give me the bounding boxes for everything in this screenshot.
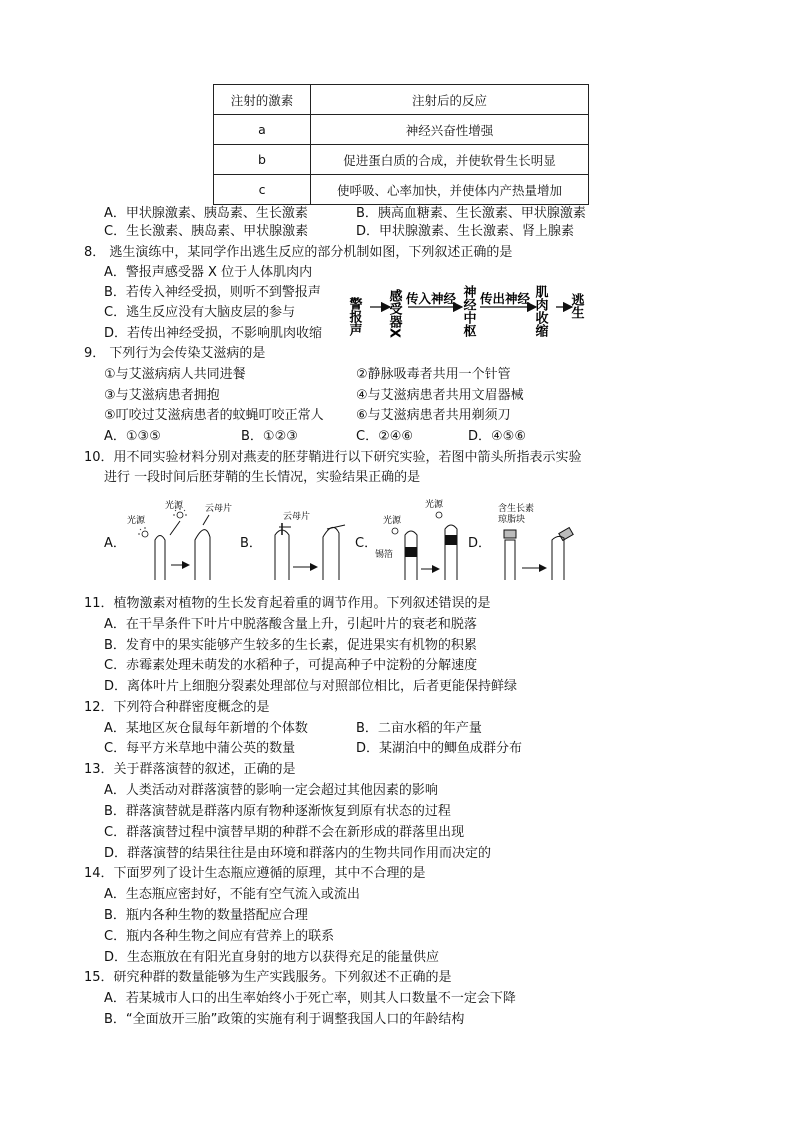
coleoptile-a2 <box>195 530 210 580</box>
table-row <box>214 115 589 145</box>
q12-option-a: A．某地区灰仓鼠每年新增的个体数 <box>104 721 308 736</box>
q15-stem: 15．研究种群的数量能够为生产实践服务。下列叙述不正确的是 <box>84 970 452 985</box>
foil-cap-c1 <box>405 547 417 557</box>
diagram-label-afferent: 传入神经 <box>406 291 457 306</box>
q15-option-a: A．若某城市人口的出生率始终小于死亡率，则其人口数量不一定会下降 <box>104 991 516 1006</box>
diagram-node-alarm: 警报声 <box>346 297 362 336</box>
q11-option-d: D．离体叶片上细胞分裂素处理部位与对照部位相比，后者更能保持鲜绿 <box>104 679 518 694</box>
q11-stem: 11．植物激素对植物的生长发育起着重的调节作用。下列叙述错误的是 <box>84 596 491 611</box>
q8-option-c: C．逃生反应没有大脑皮层的参与 <box>104 305 296 320</box>
diagram-node-center: 神经中枢 <box>460 285 476 337</box>
q9-option-d: D．④⑤⑥ <box>468 429 526 444</box>
q13-option-c: C．群落演替过程中演替早期的种群不会在新形成的群落里出现 <box>104 825 465 840</box>
q9-option-b: B．①②③ <box>241 429 298 444</box>
q10-option-a: A． <box>104 536 126 551</box>
figure-c <box>375 495 475 585</box>
q9-option-a: A．①③⑤ <box>104 429 161 444</box>
figure-d <box>490 500 590 585</box>
coleoptile-c2 <box>445 525 457 580</box>
table-row <box>214 145 589 175</box>
q14-stem: 14．下面罗列了设计生态瓶应遵循的原理，其中不合理的是 <box>84 866 426 881</box>
q10-option-c: C． <box>355 536 378 551</box>
q7-option-d: D．甲状腺激素、生长激素、肾上腺素 <box>356 224 575 239</box>
foil-cap-c2 <box>445 535 457 545</box>
agar-block-d2 <box>559 528 573 541</box>
q8-option-d: D．若传出神经受损，不影响肌肉收缩 <box>104 326 323 341</box>
figure-a-light-label: 光源 <box>127 516 146 526</box>
q7-option-b: B．胰高血糖素、生长激素、甲状腺激素 <box>356 206 586 221</box>
q11-option-a: A．在干旱条件下叶片中脱落酸含量上升，引起叶片的衰老和脱落 <box>104 617 477 632</box>
q9-item-5: ⑤叮咬过艾滋病患者的蚊蝇叮咬正常人 <box>104 408 324 423</box>
q10-stem-line1: 10．用不同实验材料分别对燕麦的胚芽鞘进行以下研究实验，若图中箭头所指表示实验 <box>84 450 582 465</box>
q13-option-b: B．群落演替就是群落内原有物种逐渐恢复到原有状态的过程 <box>104 804 451 819</box>
q14-option-b: B．瓶内各种生物的数量搭配应合理 <box>104 908 308 923</box>
q12-option-d: D．某湖泊中的鲫鱼成群分布 <box>356 741 523 756</box>
table-cell: a <box>214 115 311 145</box>
diagram-node-receptor: 感受器X <box>386 289 402 339</box>
q12-option-b: B．二亩水稻的年产量 <box>356 721 482 736</box>
table-cell: 神经兴奋性增强 <box>311 115 589 145</box>
coleoptile-a1 <box>155 536 165 581</box>
coleoptile-b2 <box>323 527 339 580</box>
q9-item-3: ③与艾滋病患者拥抱 <box>104 388 220 403</box>
q7-option-a: A．甲状腺激素、胰岛素、生长激素 <box>104 206 308 221</box>
q13-option-a: A．人类活动对群落演替的影响一定会超过其他因素的影响 <box>104 783 438 798</box>
figure-b-mica-label: 云母片 <box>283 512 311 522</box>
q14-option-d: D．生态瓶放在有阳光直身射的地方以获得充足的能量供应 <box>104 950 440 965</box>
figure-b <box>255 505 355 585</box>
q9-stem: 9． 下列行为会传染艾滋病的是 <box>84 346 266 361</box>
reflex-arc-diagram <box>346 283 600 353</box>
diagram-node-escape: 逃生 <box>568 293 584 319</box>
table-cell: 促进蛋白质的合成，并使软骨生长明显 <box>311 145 589 175</box>
q10-option-d: D． <box>468 536 492 551</box>
agar-block-d1 <box>504 530 516 538</box>
q13-stem: 13．关于群落演替的叙述，正确的是 <box>84 762 296 777</box>
table-cell: c <box>214 175 311 205</box>
q10-option-b: B． <box>240 536 262 551</box>
table-row <box>214 175 589 205</box>
q9-item-4: ④与艾滋病患者共用文眉器械 <box>356 388 524 403</box>
figure-a-light-label-2: 光源 <box>165 501 184 511</box>
figure-a-mica-label: 云母片 <box>205 504 233 514</box>
table-header-cell: 注射后的反应 <box>311 85 589 115</box>
figure-a <box>125 495 235 585</box>
table-cell: b <box>214 145 311 175</box>
diagram-node-muscle: 肌肉收缩 <box>532 285 548 337</box>
table-header-row <box>214 85 589 115</box>
q9-item-1: ①与艾滋病病人共同进餐 <box>104 367 246 382</box>
q9-item-6: ⑥与艾滋病患者共用剃须刀 <box>356 408 511 423</box>
q13-option-d: D．群落演替的结果往往是由环境和群落内的生物共同作用而决定的 <box>104 846 492 861</box>
q7-option-c: C．生长激素、胰岛素、甲状腺激素 <box>104 224 309 239</box>
coleoptile-d1 <box>505 540 515 580</box>
q12-stem: 12．下列符合种群密度概念的是 <box>84 700 270 715</box>
figure-c-light-label-2: 光源 <box>425 500 444 510</box>
q11-option-b: B．发育中的果实能够产生较多的生长素，促进果实有机物的积累 <box>104 638 477 653</box>
coleoptile-b1 <box>275 530 289 580</box>
q12-option-c: C．每平方米草地中蒲公英的数量 <box>104 741 296 756</box>
q10-stem-line2: 进行 一段时间后胚芽鞘的生长情况，实验结果正确的是 <box>104 470 421 485</box>
q9-option-c: C．②④⑥ <box>356 429 414 444</box>
figure-c-foil-label: 锡箔 <box>375 550 394 560</box>
diagram-label-efferent: 传出神经 <box>480 291 531 306</box>
q8-stem: 8． 逃生演练中，某同学作出逃生反应的部分机制如图，下列叙述正确的是 <box>84 245 513 260</box>
figure-d-agar-label-1: 含生长素 <box>498 504 535 514</box>
sun-icon-2 <box>138 527 148 537</box>
q15-option-b: B．“全面放开三胎”政策的实施有利于调整我国人口的年龄结构 <box>104 1012 465 1027</box>
q8-option-a: A．警报声感受器 X 位于人体肌肉内 <box>104 265 313 280</box>
q9-item-2: ②静脉吸毒者共用一个针管 <box>356 367 511 382</box>
figure-d-agar-label-2: 琼脂块 <box>498 515 526 525</box>
q8-option-b: B．若传入神经受损，则听不到警报声 <box>104 285 321 300</box>
table-header-cell: 注射的激素 <box>214 85 311 115</box>
coleoptile-d2 <box>552 536 564 580</box>
table-cell: 使呼吸、心率加快，并使体内产热量增加 <box>311 175 589 205</box>
q14-option-c: C．瓶内各种生物之间应有营养上的联系 <box>104 929 335 944</box>
hormone-table <box>213 84 589 204</box>
q11-option-c: C．赤霉素处理未萌发的水稻种子，可提高种子中淀粉的分解速度 <box>104 658 478 673</box>
q14-option-a: A．生态瓶应密封好，不能有空气流入或流出 <box>104 887 360 902</box>
figure-c-light-label: 光源 <box>383 516 402 526</box>
